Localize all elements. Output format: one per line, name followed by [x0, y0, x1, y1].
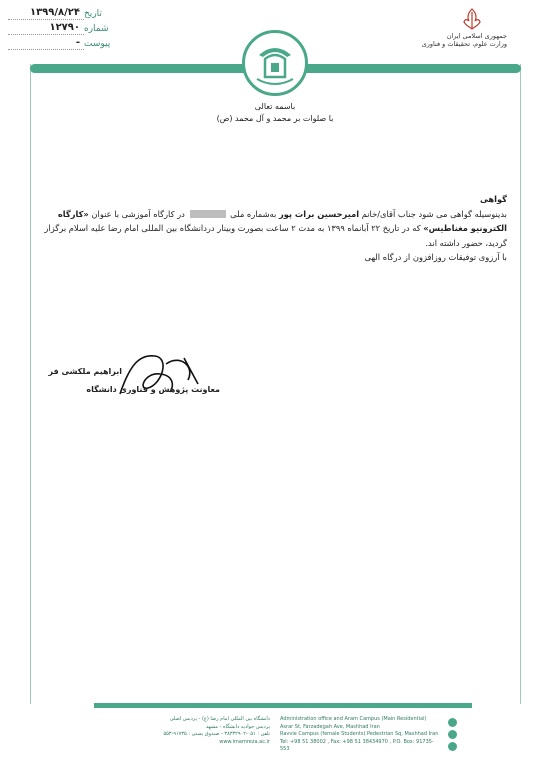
ministry-line-1: جمهوری اسلامی ایران [446, 32, 507, 40]
footer-contact-icons [448, 718, 462, 754]
certificate-heading: گواهی [479, 194, 507, 204]
paragraph-part-1: بدینوسیله گواهی می شود جناب آقای/خانم [361, 208, 507, 219]
university-logo [242, 30, 308, 96]
certificate-body [40, 192, 507, 265]
signatory-name: ابراهیم ملکشی فر [48, 367, 122, 376]
paragraph-part-2: به‌شماره ملی [230, 208, 277, 219]
workshop-title: «کارگاه الکترونیو مغناطیس» [57, 208, 507, 233]
footer-en-line-4: Tel: +98 51 38002 , Fax: +98 51 38434970 , P.O. Box: 91735-553 [280, 738, 434, 752]
ministry-line-2: وزارت علوم، تحقیقات و فناوری [421, 40, 507, 48]
footer-fa-line-3: تلفن : ۰۵۱-۳۸۳۳۲۹۰۲ - صندوق پستی : ۹۱۷۳۵-۵۵۳ [163, 731, 270, 737]
phone-icon [448, 730, 457, 739]
closing-line: با آرزوی توفیقات روزافزون از درگاه الهی [364, 252, 507, 262]
number-line [8, 23, 84, 35]
ministry-name [422, 32, 507, 48]
web-icon [448, 742, 457, 751]
number-row [8, 21, 120, 36]
paragraph-part-3: در کارگاه آموزشی با عنوان [91, 208, 185, 219]
footer-fa-line-1: دانشگاه بین المللی امام رضا (ع) - پردیس اصلی [169, 716, 270, 722]
location-icon [448, 718, 457, 727]
footer-persian [100, 716, 270, 746]
date-label: تاریخ [84, 8, 102, 19]
footer-en-line-2: Asrar St, Farzadegah Ave, Mashhad Iran [280, 723, 380, 730]
iran-emblem-icon [461, 7, 483, 31]
date-row [8, 6, 120, 21]
footer-band [94, 703, 472, 708]
footer-en-line-1: Administration office and Aram Campus (Main Residential) [280, 716, 427, 722]
redacted-national-id [190, 210, 226, 218]
footer-fa-line-4[interactable]: www.imamreza.ac.ir [219, 738, 270, 745]
footer-fa-line-2: پردیس جوادیه دانشگاه - مشهد [205, 723, 270, 730]
attachment-line [8, 38, 84, 50]
date-value: ۱۳۹۹/۸/۲۴ [29, 6, 80, 18]
footer-english [280, 716, 440, 754]
shrine-logo-icon [245, 33, 305, 93]
attachment-label: پیوست [84, 38, 111, 49]
paragraph-part-4: که در تاریخ ۲۲ آبانماه ۱۳۹۹ به مدت ۲ ساعت بصورت وبینار دردانشگاه بین المللی امام رضا علیه اسلام برگزار گردید، حضور داشته اند. [44, 223, 507, 248]
certificate-paragraph [40, 207, 507, 251]
signatory-title: معاونت پژوهش و فناوری دانشگاه [86, 385, 220, 394]
salutation-line-1: باسمه تعالی [254, 102, 296, 111]
salutation-line-2: با صلوات بر محمد و آل محمد (ص) [216, 114, 334, 123]
attachment-row [8, 36, 120, 51]
number-value: ۱۲۷۹۰ [49, 21, 80, 33]
date-line [8, 8, 84, 20]
participant-name: امیرحسین برات پور [278, 208, 360, 219]
number-label: شماره [84, 23, 109, 34]
salutation [190, 101, 360, 125]
attachment-value: - [75, 36, 80, 48]
footer-en-line-3: Ravvie Campus (female Students) Pedestrian Sq, Mashhad Iran [280, 731, 439, 737]
letter-meta [8, 6, 120, 51]
